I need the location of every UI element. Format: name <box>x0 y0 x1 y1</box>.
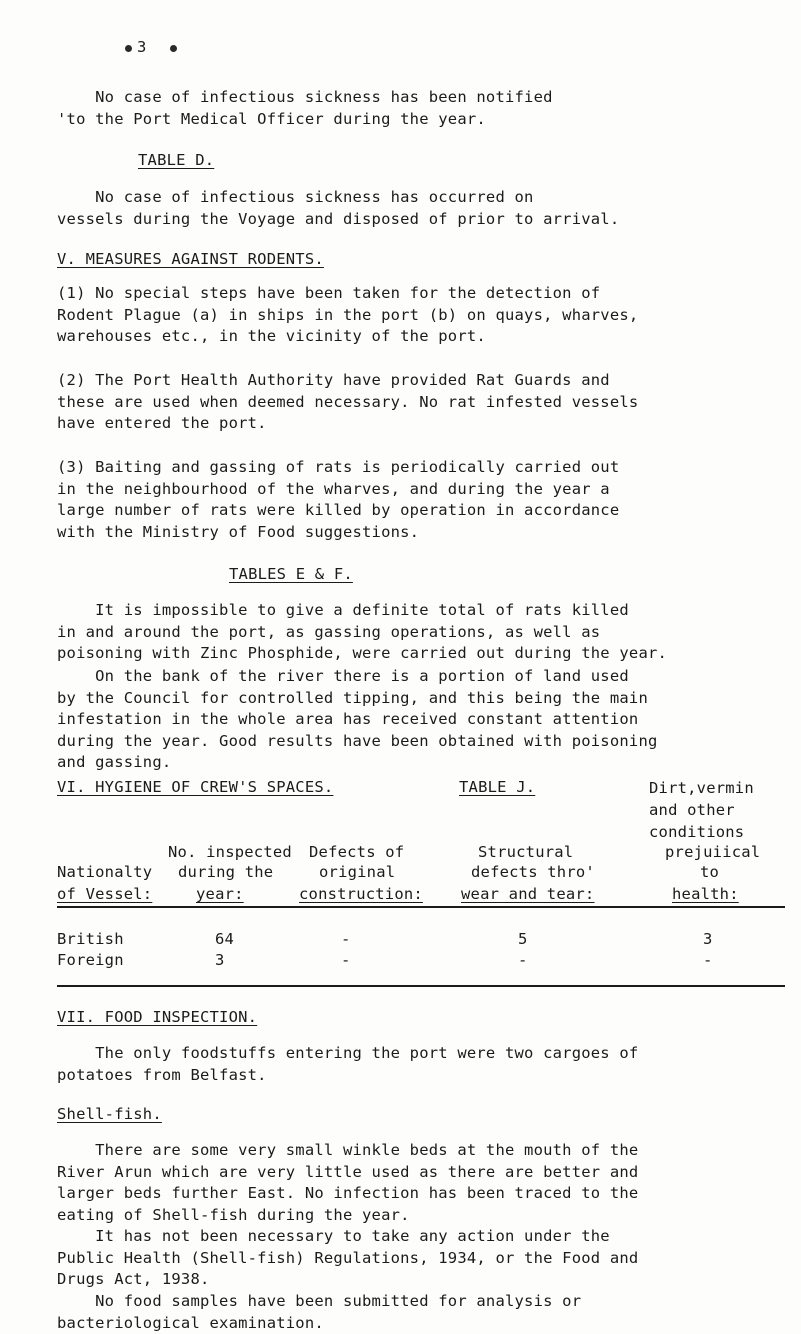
table-j-label: TABLE J. <box>459 778 536 796</box>
notice-paragraph: No case of infectious sickness has been notified 'to the Port Medical Officer during the year. <box>57 88 553 128</box>
section-vi-heading: VI. HYGIENE OF CREW'S SPACES. <box>57 778 334 796</box>
tables-ef-paragraph-2: On the bank of the river there is a portion of land used by the Council for controlled tipping, and this being the main infestation in the whole area has received constant attention during the year. Good results have been obtained with poisoning and gassing. <box>57 667 658 771</box>
bullet-mark-right <box>170 45 177 52</box>
table-j-bottom-rule <box>57 985 785 987</box>
rodents-item-3: (3) Baiting and gassing of rats is periodically carried out in the neighbourhood of the wharves, and during the year a large number of rats were killed by operation in accordance with the Ministry of Food suggestions. <box>57 458 620 541</box>
rodents-item-1: (1) No special steps have been taken for the detection of Rodent Plague (a) in ships in the port (b) on quays, wharves, warehouses etc., in the vicinity of the port. <box>57 284 639 345</box>
tables-ef-heading: TABLES E & F. <box>229 565 353 583</box>
rodents-item-2: (2) The Port Health Authority have provided Rat Guards and these are used when deemed necessary. No rat infested vessels have entered the port. <box>57 371 639 432</box>
table-j-top-rule <box>57 906 785 908</box>
table-d-paragraph: No case of infectious sickness has occurred on vessels during the Voyage and disposed of prior to arrival. <box>57 188 620 228</box>
section-vii-heading: VII. FOOD INSPECTION. <box>57 1008 258 1026</box>
shellfish-heading: Shell-fish. <box>57 1105 162 1123</box>
shellfish-paragraph-3: No food samples have been submitted for analysis or bacteriological examination. <box>57 1292 582 1332</box>
shellfish-paragraph-2: It has not been necessary to take any action under the Public Health (Shell-fish) Regulations, 1934, or the Food and Drugs Act, 1938. <box>57 1227 639 1288</box>
bullet-mark-left <box>125 45 132 52</box>
shellfish-paragraph-1: There are some very small winkle beds at the mouth of the River Arun which are very little used as there are better and larger beds further East. No infection has been traced to the eating of Shell-fish during the year. <box>57 1141 639 1224</box>
food-inspection-paragraph: The only foodstuffs entering the port were two cargoes of potatoes from Belfast. <box>57 1044 639 1084</box>
section-v-heading: V. MEASURES AGAINST RODENTS. <box>57 250 324 268</box>
page-number: 3 <box>137 38 147 56</box>
tables-ef-paragraph-1: It is impossible to give a definite total of rats killed in and around the port, as gassing operations, as well as poisoning with Zinc Phosphide, were carried out during the year. <box>57 601 668 662</box>
table-d-heading: TABLE D. <box>138 151 215 169</box>
